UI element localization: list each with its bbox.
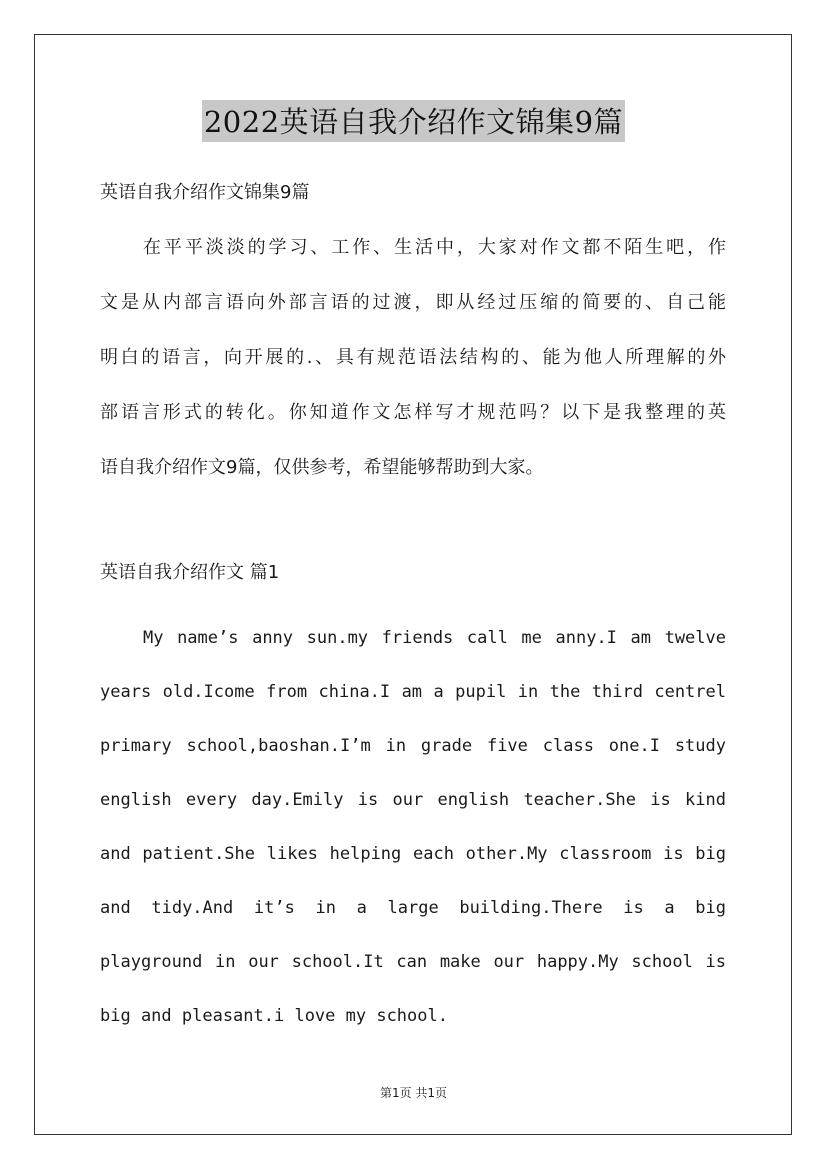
essay-line: and patient.She likes helping each other.My classroom is big bbox=[100, 844, 726, 864]
essay-paragraph bbox=[100, 611, 726, 1043]
essay-line: My name’s anny sun.my friends call me anny.I am twelve bbox=[143, 628, 726, 648]
page-footer: 第1页 共1页 bbox=[379, 1086, 448, 1100]
intro-paragraph bbox=[100, 230, 726, 505]
intro-line: 文是从内部言语向外部言语的过渡，即从经过压缩的简要的、自己能 bbox=[100, 292, 726, 313]
document-title: 2022英语自我介绍作文锦集9篇 bbox=[202, 100, 625, 142]
intro-line: 在平平淡淡的学习、工作、生活中，大家对作文都不陌生吧，作 bbox=[143, 237, 726, 258]
title-container bbox=[0, 100, 827, 142]
intro-line: 部语言形式的转化。你知道作文怎样写才规范吗？以下是我整理的英 bbox=[100, 402, 726, 423]
essay-line: primary school,baoshan.I’m in grade five class one.I study bbox=[100, 736, 726, 756]
section-heading: 英语自我介绍作文 篇1 bbox=[100, 562, 280, 583]
essay-line: playground in our school.It can make our happy.My school is bbox=[100, 952, 726, 972]
essay-line: and tidy.And it’s in a large building.There is a big bbox=[100, 898, 726, 918]
intro-line: 明白的语言，向开展的.、具有规范语法结构的、能为他人所理解的外 bbox=[100, 347, 726, 368]
intro-line: 语自我介绍作文9篇，仅供参考，希望能够帮助到大家。 bbox=[100, 457, 544, 478]
essay-line: english every day.Emily is our english teacher.She is kind bbox=[100, 790, 726, 810]
document-subtitle: 英语自我介绍作文锦集9篇 bbox=[100, 182, 310, 203]
essay-line: big and pleasant.i love my school. bbox=[100, 1006, 448, 1026]
essay-line: years old.Icome from china.I am a pupil in the third centrel bbox=[100, 682, 726, 702]
